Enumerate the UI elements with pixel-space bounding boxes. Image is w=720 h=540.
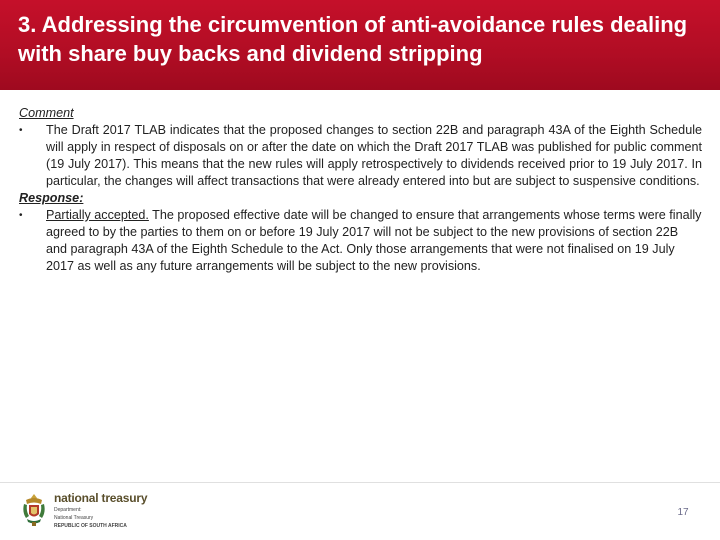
response-lead: Partially accepted. <box>46 208 149 222</box>
bullet-icon: • <box>19 210 23 221</box>
slide-body <box>19 105 702 275</box>
response-bullet-item <box>19 207 702 275</box>
brand-text <box>54 492 147 529</box>
comment-label: Comment <box>19 106 74 120</box>
footer-divider <box>0 482 720 483</box>
brand-country: REPUBLIC OF SOUTH AFRICA <box>54 522 127 529</box>
comment-text: The Draft 2017 TLAB indicates that the proposed changes to section 22B and paragraph 43A of the Eighth Schedule will apply in respect of disposals on or after the date on which the Draft 2017 TLAB was published for public comment (19 July 2017). This means that the new rules will apply retrospectively to dividends received prior to 19 July 2017. In particular, the changes will affect transactions that were already entered into but are subject to suspensive conditions. <box>46 123 702 188</box>
response-label: Response: <box>19 191 84 205</box>
page-number: 17 <box>677 507 689 518</box>
brand-treasury: National Treasury <box>54 514 94 521</box>
national-treasury-logo <box>20 490 160 530</box>
brand-name: national treasury <box>54 490 148 505</box>
response-text: The proposed effective date will be changed to ensure that arrangements whose terms were finally agreed to by the parties to them on or before 19 July 2017 will not be subject to the new provisions of section 22B and paragraph 43A of the Eighth Schedule to the Act. Only those arrangements that were not finalised on 19 July 2017 as well as any future arrangements will be subject to the new provisions. <box>46 208 702 273</box>
slide-title: 3. Addressing the circumvention of anti-avoidance rules dealing with share buy backs and dividend stripping <box>18 12 688 66</box>
brand-department: Department: <box>54 506 82 513</box>
response-text-block <box>46 207 702 275</box>
bullet-icon: • <box>19 125 23 136</box>
comment-bullet-item <box>19 122 702 190</box>
title-banner <box>0 0 720 90</box>
coat-of-arms-icon <box>20 492 48 528</box>
